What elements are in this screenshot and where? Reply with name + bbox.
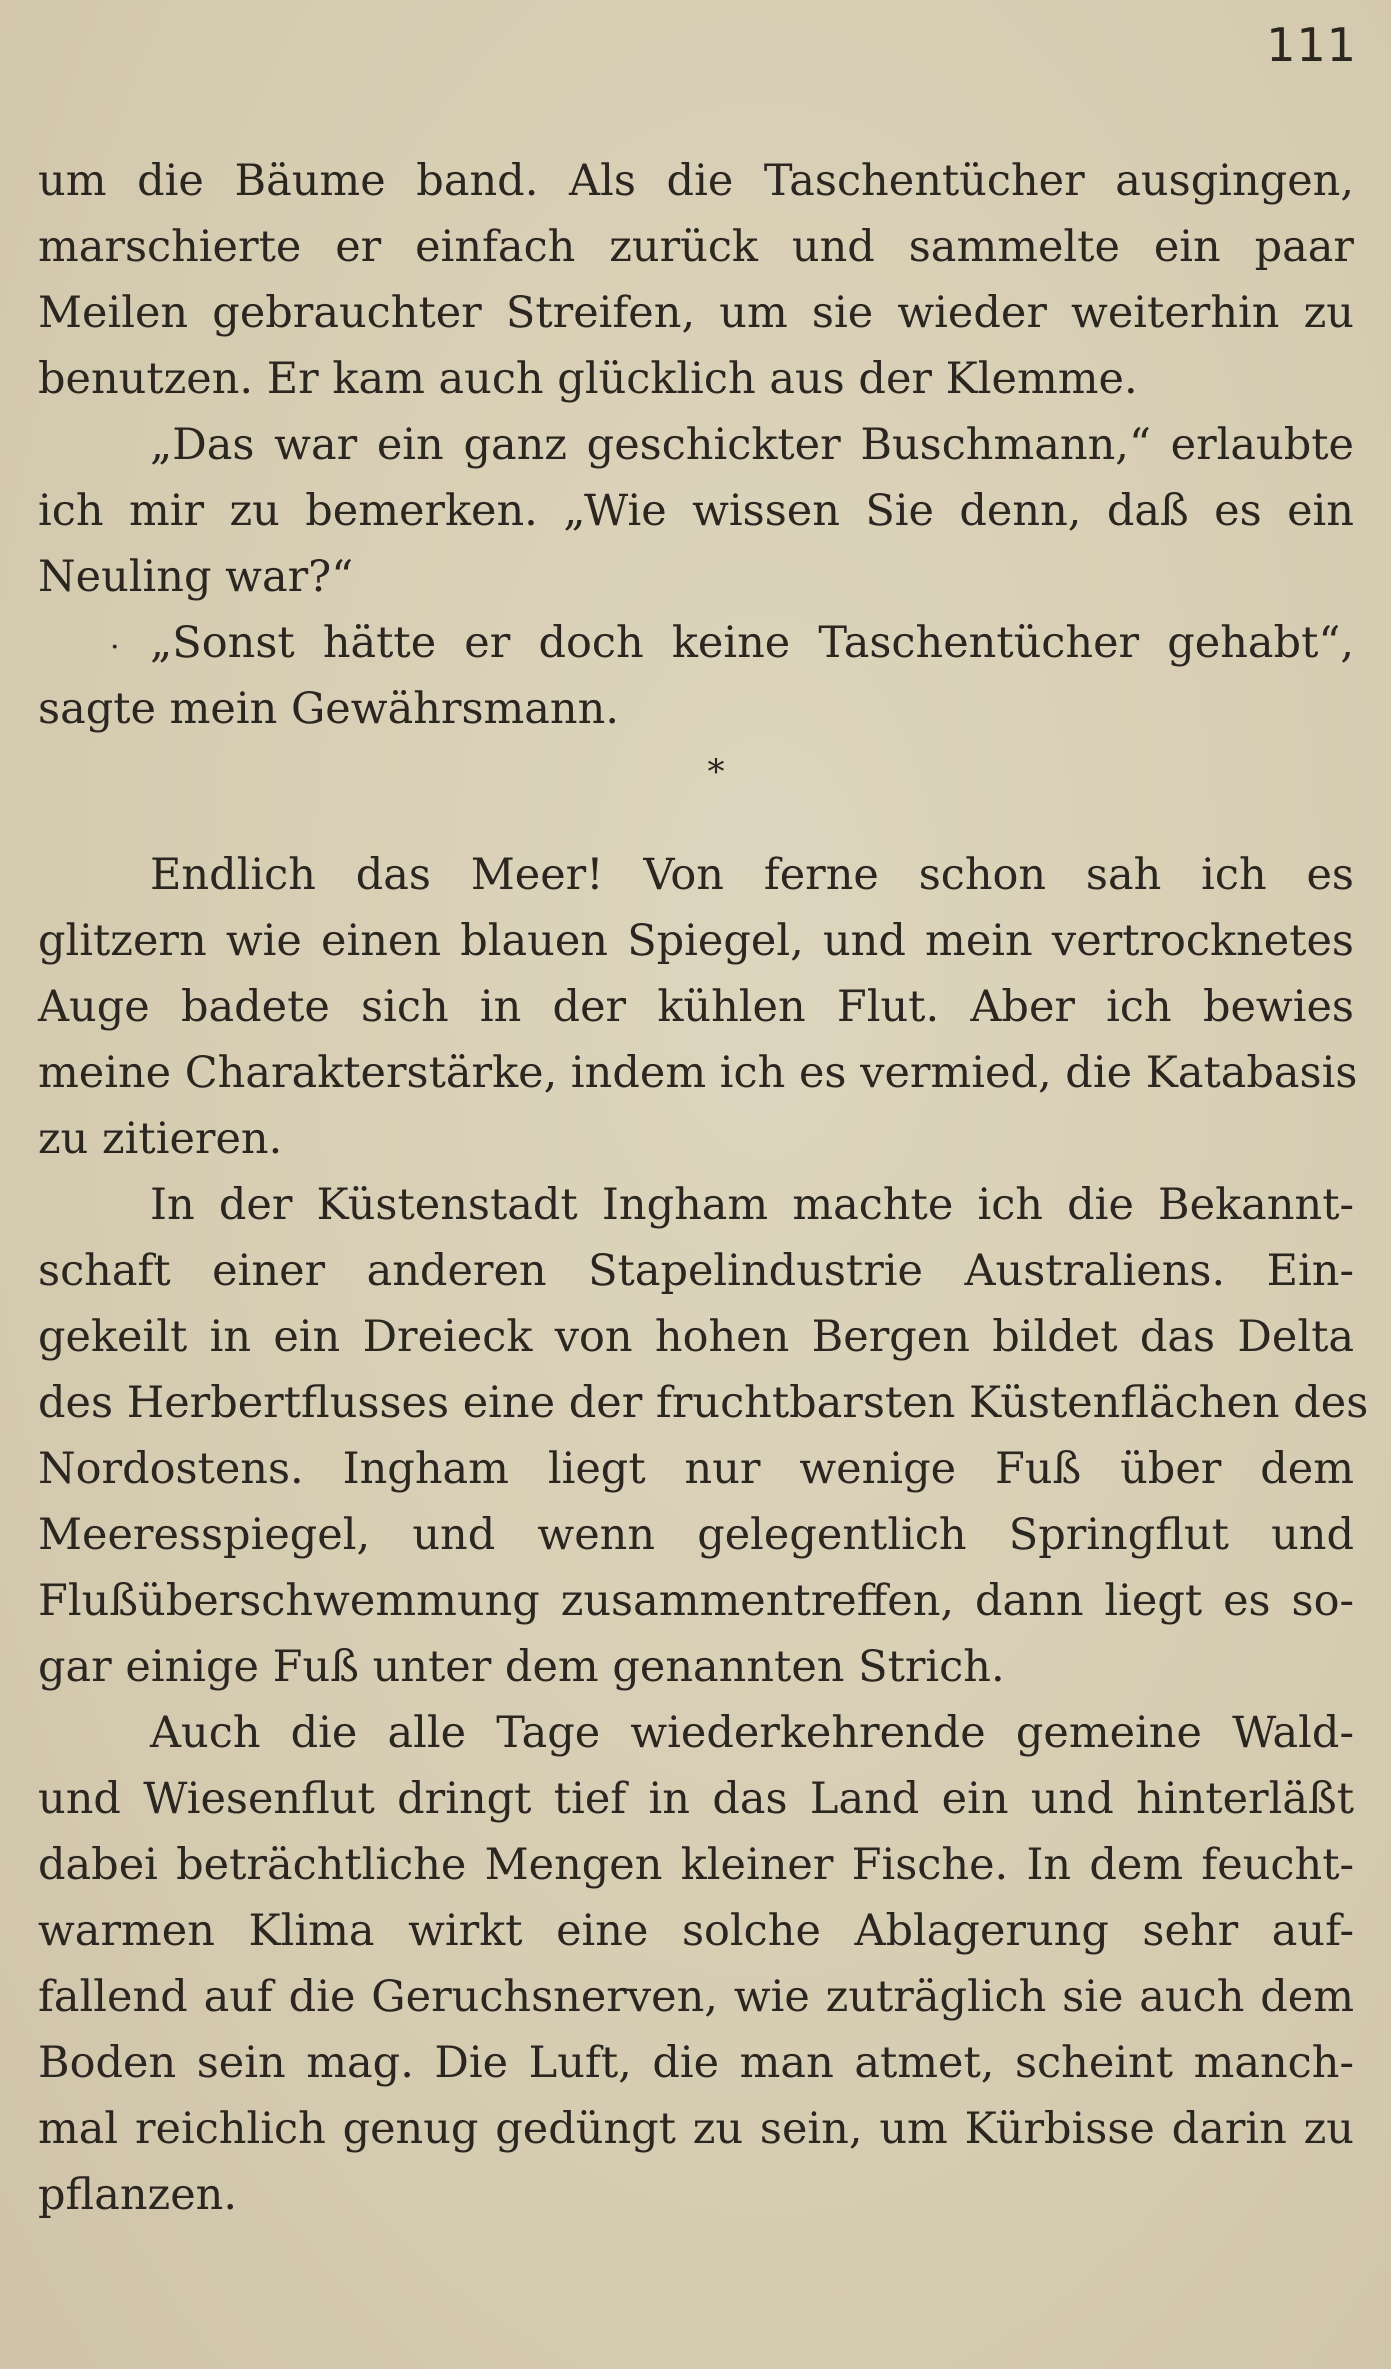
text-line: dabei beträchtliche Mengen kleiner Fische. In dem feucht- — [38, 1840, 1354, 1890]
text-line: Boden sein mag. Die Luft, die man atmet, scheint manch- — [38, 2038, 1354, 2088]
text-line: um die Bäume band. Als die Taschentücher ausgingen, — [38, 156, 1354, 206]
text-line: Endlich das Meer! Von ferne schon sah ich es — [150, 850, 1354, 900]
text-line: sagte mein Gewährsmann. — [38, 684, 619, 734]
text-line: Flußüberschwemmung zusammentreffen, dann liegt es so- — [38, 1576, 1354, 1626]
paragraph — [38, 610, 1354, 742]
text-line: glitzern wie einen blauen Spiegel, und mein vertrocknetes — [38, 916, 1354, 966]
text-line: ich mir zu bemerken. „Wie wissen Sie denn, daß es ein — [38, 486, 1354, 536]
text-line: Nordostens. Ingham liegt nur wenige Fuß über dem — [38, 1444, 1354, 1494]
text-line: warmen Klima wirkt eine solche Ablagerung sehr auf- — [38, 1906, 1354, 1956]
text-line: zu zitieren. — [38, 1114, 283, 1164]
paragraph — [38, 412, 1354, 610]
text-line: schaft einer anderen Stapelindustrie Australiens. Ein- — [38, 1246, 1354, 1296]
text-line: Meeresspiegel, und wenn gelegentlich Springflut und — [38, 1510, 1354, 1560]
text-line: gar einige Fuß unter dem genannten Strich. — [38, 1642, 1005, 1692]
text-line: Meilen gebrauchter Streifen, um sie wieder weiterhin zu — [38, 288, 1354, 338]
text-line: In der Küstenstadt Ingham machte ich die Bekannt- — [150, 1180, 1354, 1230]
section-gap — [38, 802, 1354, 842]
paragraph — [38, 148, 1354, 412]
text-line: mal reichlich genug gedüngt zu sein, um Kürbisse darin zu — [38, 2104, 1354, 2154]
body-text — [38, 148, 1369, 2228]
text-line: marschierte er einfach zurück und sammelte ein paar — [38, 222, 1354, 272]
paragraph — [38, 1172, 1369, 1700]
text-line: Auge badete sich in der kühlen Flut. Aber ich bewies — [38, 982, 1354, 1032]
text-line: · „Sonst hätte er doch keine Taschentücher gehabt“, — [110, 618, 1354, 668]
text-line: gekeilt in ein Dreieck von hohen Bergen bildet das Delta — [38, 1312, 1354, 1362]
text-line: und Wiesenflut dringt tief in das Land ein und hinterläßt — [38, 1774, 1354, 1824]
paragraph — [38, 1700, 1354, 2228]
text-line: meine Charakterstärke, indem ich es vermied, die Katabasis — [38, 1048, 1358, 1098]
text-line: Neuling war?“ — [38, 552, 354, 602]
text-line: Auch die alle Tage wiederkehrende gemeine Wald- — [150, 1708, 1354, 1758]
section-separator: * — [707, 752, 725, 792]
text-line: benutzen. Er kam auch glücklich aus der Klemme. — [38, 354, 1138, 404]
text-line: des Herbertflusses eine der fruchtbarsten Küstenflächen des — [38, 1378, 1369, 1428]
paragraph — [38, 842, 1358, 1172]
text-line-content: „Sonst hätte er doch keine Taschentücher gehabt“, — [150, 618, 1354, 668]
text-line: „Das war ein ganz geschickter Buschmann,“ erlaubte — [150, 420, 1354, 470]
page-number: 111 — [1266, 18, 1357, 72]
text-line: pflanzen. — [38, 2170, 238, 2220]
text-line: fallend auf die Geruchsnerven, wie zuträglich sie auch dem — [38, 1972, 1354, 2022]
